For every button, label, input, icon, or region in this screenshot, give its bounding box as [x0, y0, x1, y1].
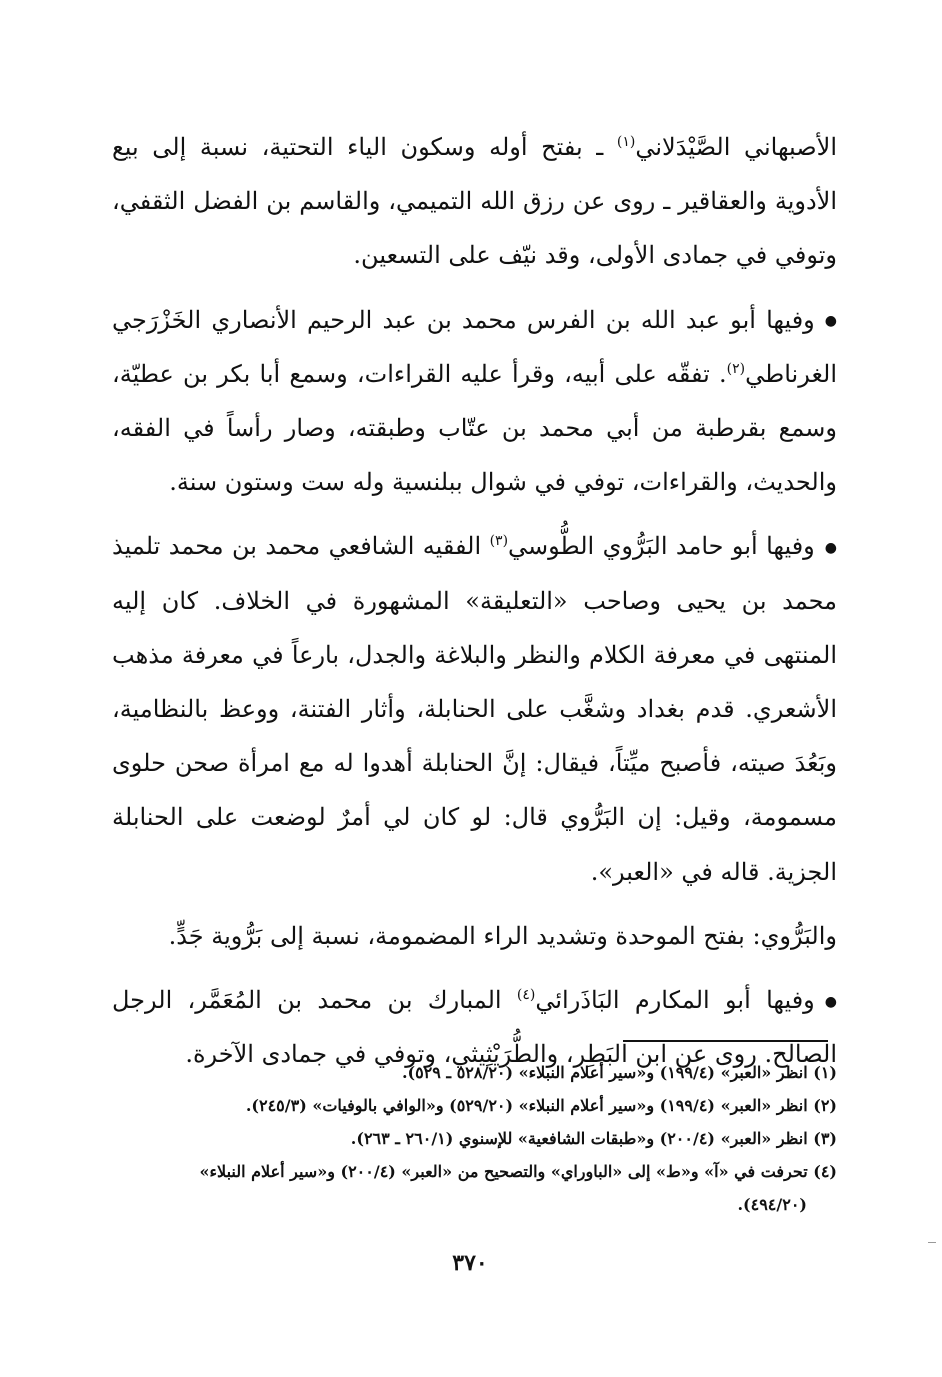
footnote-2: (٢) انظر «العبر» (١٩٩/٤) و«سير أعلام النبلاء» (٥٢٩/٢٠) و«الوافي بالوفيات» (٢٤٥/٣). — [245, 1096, 837, 1115]
bullet-icon: ● — [824, 313, 837, 330]
page-number: ٣٧٠ — [452, 1250, 488, 1276]
paragraph-4 — [112, 909, 837, 963]
paragraph-2-text-cont: . تفقّه على أبيه، وقرأ عليه القراءات، وسمع أبا بكر بن عطيّة، وسمع بقرطبة من أبي محمد بن عتّاب وطبقته، وصار رأساً في الفقه، والحديث، والقراءات، توفي في شوال ببلنسية وله ست وستون سنة. — [112, 359, 837, 497]
paragraph-4-text: والبَرُّوي: بفتح الموحدة وتشديد الراء المضمومة، نسبة إلى بَرُّوية جَدٍّ. — [168, 921, 837, 950]
footnote-1: (١) انظر «العبر» (١٩٩/٤) و«سير أعلام النبلاء» (٥٢٨/٢٠ ـ ٥٢٩). — [401, 1063, 837, 1082]
paragraph-1-text: الأصبهاني الصَّيْدَلاني — [635, 133, 837, 161]
footnote-ref-3[interactable]: (٣) — [489, 533, 509, 550]
footnote-separator — [623, 1040, 828, 1042]
paragraph-2 — [112, 293, 837, 510]
paragraph-2-text: وفيها أبو عبد الله بن الفرس محمد بن عبد الرحيم الأنصاري الخَزْرَجي الغرناطي — [112, 305, 838, 388]
paragraph-3-text-cont: الفقيه الشافعي محمد بن محمد تلميذ محمد بن يحيى وصاحب «التعليقة» المشهورة في الخلاف. كان إليه المنتهى في معرفة الكلام والنظر والبلاغة والجدل، بارعاً في معرفة مذهب الأشعري. قدم بغداد وشغَّب على الحنابلة، وأثار الفتنة، ووعظ بالنظامية، وبَعُدَ صيته، فأصبح ميِّتاً، فيقال: إنَّ الحنابلة أهدوا له مع امرأة صحن حلوى مسمومة، وقيل: إن البَرُّوي قال: لو كان لي أمرٌ لوضعت على الحنابلة الجزية. قاله في «العبر». — [112, 532, 837, 886]
bullet-icon: ● — [824, 993, 837, 1010]
footnote-ref-1[interactable]: (١) — [616, 134, 636, 150]
footnotes — [112, 1056, 837, 1221]
footnote-3: (٣) انظر «العبر» (٢٠٠/٤) و«طبقات الشافعية» للإسنوي (٢٦٠/١ ـ ٢٦٣). — [350, 1129, 837, 1148]
paragraph-1 — [112, 120, 837, 283]
paragraph-3 — [112, 519, 837, 898]
page-edge-mark — [928, 1242, 936, 1243]
bullet-icon: ● — [824, 539, 837, 556]
footnote-4-continued: (٤٩٤/٢٠). — [737, 1195, 807, 1214]
paragraph-5-text-cont: المبارك بن محمد بن المُعَمَّر، الرجل الصالح. روى عن ابن البَطِر، والطُّرَيْثِيثي، وتوفي في جمادى الآخرة. — [112, 986, 837, 1069]
footnote-ref-4[interactable]: (٤) — [516, 987, 536, 1004]
footnote-ref-2[interactable]: (٢) — [726, 360, 746, 377]
paragraph-3-text: وفيها أبو حامد البَرُّوي الطُّوسي — [508, 532, 815, 561]
paragraph-5-text: وفيها أبو المكارم البَاذَرائي — [535, 986, 815, 1015]
footnote-4: (٤) تحرفت في «آ» و«ط» إلى «الباوراي» والتصحيح من «العبر» (٢٠٠/٤) و«سير أعلام النبلاء» — [199, 1162, 837, 1181]
main-text — [112, 120, 837, 1091]
paragraph-1-text-cont: ـ بفتح أوله وسكون الياء التحتية، نسبة إلى بيع الأدوية والعقاقير ـ روى عن رزق الله التميمي، والقاسم بن الفضل الثقفي، وتوفي في جمادى الأولى، وقد نيّف على التسعين. — [112, 133, 837, 270]
